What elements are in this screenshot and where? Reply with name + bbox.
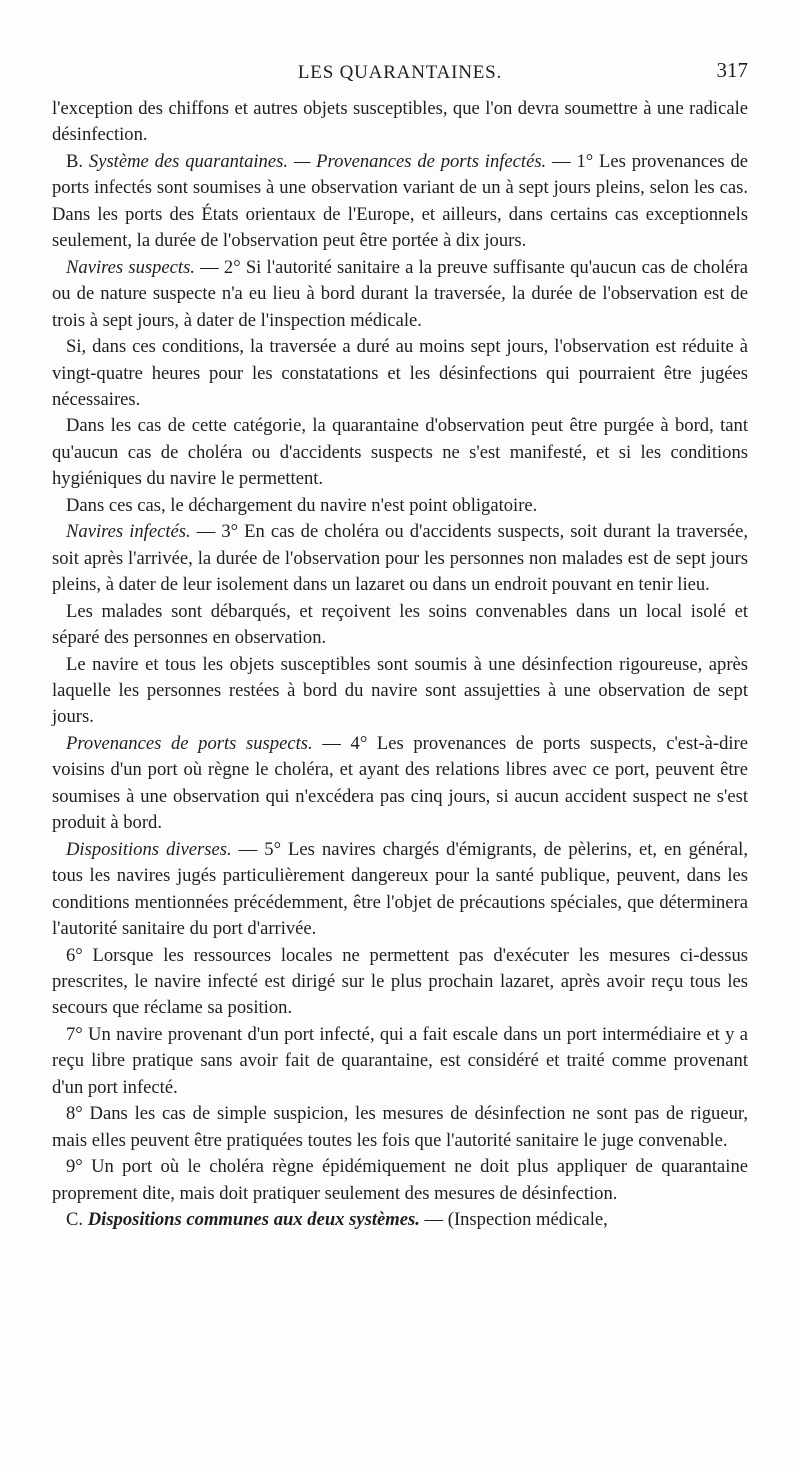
subsection-heading: Navires infectés. — [66, 521, 191, 543]
paragraph: Les malades sont débarqués, et reçoivent les soins convenables dans un local isolé et séparé des personnes en observation. — [52, 600, 748, 649]
paragraph: 8° Dans les cas de simple suspicion, les mesures de désinfection ne sont pas de rigueur, mais elles peuvent être pratiquées toutes les fois que l'autorité sanitaire le juge convenable. — [52, 1103, 748, 1151]
section-heading: Système des quarantaines. — Provenances de ports infectés. — [88, 150, 547, 172]
paragraph: 6° Lorsque les ressources locales ne permettent pas d'exécuter les mesures ci-dessus prescrites, le navire infecté est dirigé sur le plus prochain lazaret, après avoir reçu tous les secours que réclame sa position. — [52, 944, 748, 1019]
paragraph: Dans les cas de cette catégorie, la quarantaine d'observation peut être purgée à bord, tant qu'aucun cas de choléra ou d'accidents suspects ne s'est manifesté, et si les conditions hygiéniques du navire le permettent. — [52, 415, 748, 490]
paragraph: 9° Un port où le choléra règne épidémiquement ne doit plus appliquer de quarantaine proprement dite, mais doit pratiquer seulement des mesures de désinfection. — [52, 1156, 748, 1204]
subsection-heading: Provenances de ports suspects. — [66, 732, 313, 754]
paragraph: Navires infectés. — 3° En cas de choléra ou d'accidents suspects, soit durant la traversée, soit après l'arrivée, la durée de l'observation pour les personnes non malades est de sept jours pleins, à dater de leur isolement dans un lazaret ou dans un endroit pouvant en tenir lieu. — [52, 521, 748, 596]
paragraph: Navires suspects. — 2° Si l'autorité sanitaire a la preuve suffisante qu'aucun cas de choléra ou de nature suspecte n'a eu lieu à bord durant la traversée, la durée de l'observation est de trois à sept jours, à dater de l'inspection médicale. — [52, 256, 748, 331]
section-letter: C. — [66, 1209, 84, 1231]
page-number: 317 — [716, 58, 748, 82]
section-heading: Dispositions communes aux deux systèmes. — [87, 1209, 420, 1231]
paragraph: 7° Un navire provenant d'un port infecté, qui a fait escale dans un port intermédiaire et y a reçu libre pratique sans avoir fait de quarantaine, est considéré et traité comme provenant d'un port infecté. — [52, 1023, 748, 1098]
section-b-paragraph: B. Système des quarantaines. — Provenances de ports infectés. — 1° Les provenances de ports infectés sont soumises à une observation variant de un à sept jours pleins, selon les cas. Dans les ports des États orientaux de l'Europe, et ailleurs, dans certains cas exceptionnels seulement, la durée de l'observation peut être portée à dix jours. — [52, 150, 748, 252]
subsection-heading: Dispositions diverses. — [66, 838, 232, 860]
paragraph: Dispositions diverses. — 5° Les navires chargés d'émigrants, de pèlerins, et, en général, tous les navires jugés particulièrement dangereux pour la santé publique, peuvent, dans les conditions mentionnées précédemment, être l'objet de précautions spéciales, que déterminera l'autorité sanitaire du port d'arrivée. — [52, 838, 748, 940]
paragraph: Si, dans ces conditions, la traversée a duré au moins sept jours, l'observation est réduite à vingt-quatre heures pour les constatations et les désinfections qui pourraient être jugées nécessaires. — [52, 336, 748, 410]
section-letter: B. — [66, 150, 84, 172]
subsection-heading: Navires suspects. — [66, 256, 195, 278]
paragraph: Dans ces cas, le déchargement du navire n'est point obligatoire. — [66, 494, 538, 516]
paragraph: Provenances de ports suspects. — 4° Les provenances de ports suspects, c'est-à-dire voisins d'un port où règne le choléra, et ayant des relations libres avec ce port, peuvent être soumises à une observation qui n'excédera pas cinq jours, si aucun accident suspect ne s'est produit à bord. — [52, 732, 748, 834]
section-c-paragraph: C. Dispositions communes aux deux systèmes. — (Inspection médicale, — [66, 1209, 608, 1231]
page-header — [0, 58, 800, 94]
body-text — [52, 96, 748, 1233]
paragraph: Le navire et tous les objets susceptibles sont soumis à une désinfection rigoureuse, après laquelle les personnes restées à bord du navire sont assujetties à une observation de sept jours. — [52, 653, 748, 728]
paragraph: l'exception des chiffons et autres objets susceptibles, que l'on devra soumettre à une radicale désinfection. — [52, 98, 748, 146]
running-title: LES QUARANTAINES. — [297, 62, 503, 83]
